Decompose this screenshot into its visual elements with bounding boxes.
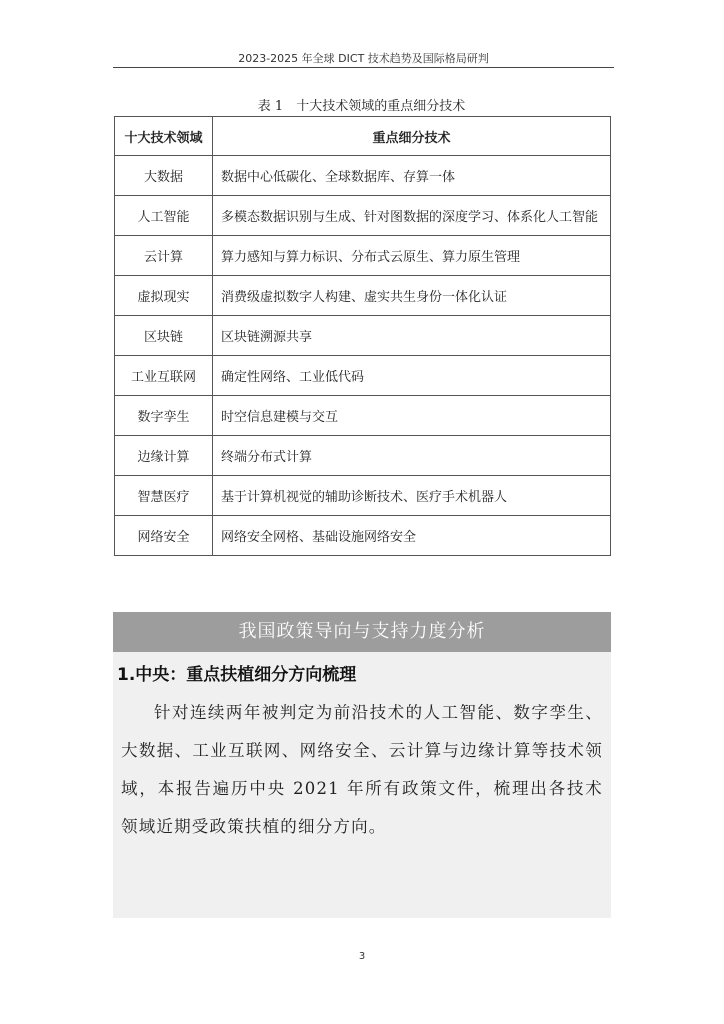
domain-cell: 边缘计算 (115, 436, 213, 476)
techs-cell: 多模态数据识别与生成、针对图数据的深度学习、体系化人工智能 (213, 196, 611, 236)
body-paragraph: 针对连续两年被判定为前沿技术的人工智能、数字孪生、大数据、工业互联网、网络安全、云计算与边缘计算等技术领域，本报告遍历中央 2021 年所有政策文件，梳理出各技术领域近期受政策扶植的细分方向。 (121, 703, 603, 836)
table-row (115, 396, 611, 436)
sub-heading: 1.中央：重点扶植细分方向梳理 (117, 665, 357, 685)
table-row (115, 436, 611, 476)
techs-cell: 消费级虚拟数字人构建、虚实共生身份一体化认证 (213, 276, 611, 316)
page-number: 3 (358, 951, 366, 962)
table-row (115, 516, 611, 556)
techs-cell: 数据中心低碳化、全球数据库、存算一体 (213, 156, 611, 196)
table-row (115, 356, 611, 396)
running-header: 2023-2025 年全球 DICT 技术趋势及国际格局研判 (238, 52, 489, 65)
domain-cell: 云计算 (115, 236, 213, 276)
domain-cell: 区块链 (115, 316, 213, 356)
table-caption: 表 1 十大技术领域的重点细分技术 (257, 99, 466, 114)
table-header-row (115, 117, 611, 156)
section-title: 我国政策导向与支持力度分析 (113, 612, 611, 652)
table-row (115, 196, 611, 236)
domain-cell: 数字孪生 (115, 396, 213, 436)
techs-cell: 算力感知与算力标识、分布式云原生、算力原生管理 (213, 236, 611, 276)
table-row (115, 316, 611, 356)
column-header-domain: 十大技术领域 (115, 117, 213, 156)
table-row (115, 276, 611, 316)
techs-cell: 基于计算机视觉的辅助诊断技术、医疗手术机器人 (213, 476, 611, 516)
table-row (115, 156, 611, 196)
policy-analysis-box (113, 612, 611, 918)
techs-cell: 区块链溯源共享 (213, 316, 611, 356)
column-header-techs: 重点细分技术 (213, 117, 611, 156)
header-rule (113, 67, 614, 68)
techs-cell: 时空信息建模与交互 (213, 396, 611, 436)
techs-cell: 网络安全网格、基础设施网络安全 (213, 516, 611, 556)
domain-cell: 虚拟现实 (115, 276, 213, 316)
tech-domains-table (114, 116, 611, 556)
techs-cell: 终端分布式计算 (213, 436, 611, 476)
domain-cell: 人工智能 (115, 196, 213, 236)
techs-cell: 确定性网络、工业低代码 (213, 356, 611, 396)
table-row (115, 236, 611, 276)
domain-cell: 工业互联网 (115, 356, 213, 396)
domain-cell: 网络安全 (115, 516, 213, 556)
domain-cell: 智慧医疗 (115, 476, 213, 516)
table-row (115, 476, 611, 516)
domain-cell: 大数据 (115, 156, 213, 196)
